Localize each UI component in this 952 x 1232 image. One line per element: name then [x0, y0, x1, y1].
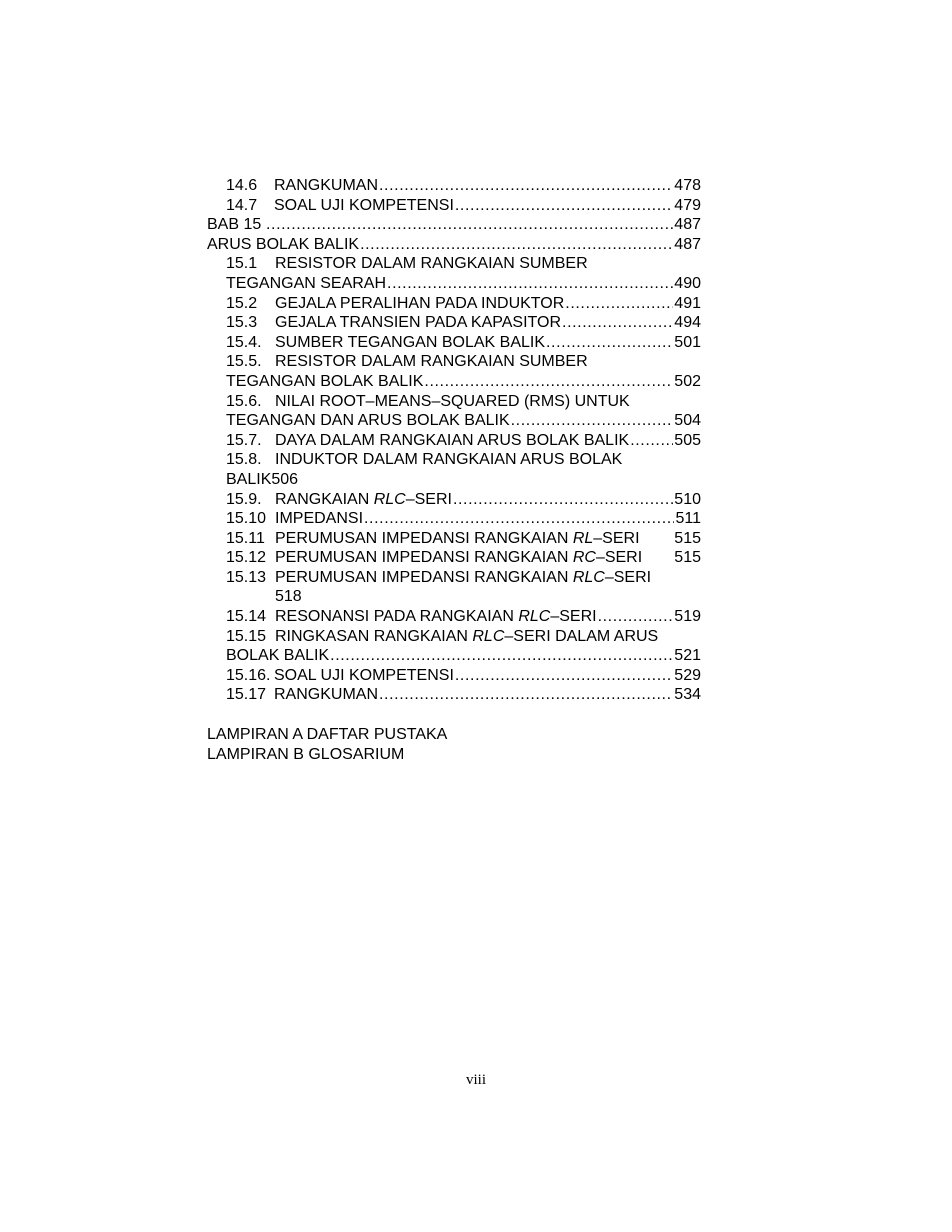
toc-entry[interactable]: 15.14 RESONANSI PADA RANGKAIAN RLC–SERI ..... 519 [207, 607, 701, 627]
toc-entry[interactable]: 15.11 PERUMUSAN IMPEDANSI RANGKAIAN RL–SERI 515 [226, 529, 701, 547]
page-number: viii [465, 1072, 486, 1088]
toc-entry-continuation[interactable]: TEGANGAN DAN ARUS BOLAK BALIK ..... 504 [207, 411, 701, 431]
toc-entry[interactable]: 15.4. SUMBER TEGANGAN BOLAK BALIK ..... 501 [207, 333, 701, 353]
toc-entry[interactable]: 15.8. INDUKTOR DALAM RANGKAIAN ARUS BOLAK [226, 451, 623, 469]
toc-entry-continuation[interactable]: TEGANGAN BOLAK BALIK ..... 502 [207, 372, 701, 392]
toc-entry-continuation[interactable]: BALIK506 [226, 470, 299, 488]
toc-entry[interactable]: 15.7. DAYA DALAM RANGKAIAN ARUS BOLAK BALIK ..... 505 [207, 431, 701, 451]
toc-entry[interactable]: 15.1 RESISTOR DALAM RANGKAIAN SUMBER [226, 255, 588, 273]
toc-entry-continuation[interactable]: 518 [275, 588, 302, 606]
toc-entry-continuation[interactable]: TEGANGAN SEARAH ..... 490 [207, 274, 701, 294]
toc-entry[interactable]: 15.17 RANGKUMAN ..... 534 [207, 685, 701, 705]
appendix-entry[interactable]: LAMPIRAN B GLOSARIUM [207, 745, 405, 763]
table-of-contents [207, 176, 701, 764]
toc-entry[interactable]: 15.16. SOAL UJI KOMPETENSI ..... 529 [207, 666, 701, 686]
toc-entry[interactable]: 15.12 PERUMUSAN IMPEDANSI RANGKAIAN RC–SERI 515 [226, 549, 701, 567]
section-spacer [207, 705, 701, 725]
toc-entry[interactable]: 15.15 RINGKASAN RANGKAIAN RLC–SERI DALAM ARUS [226, 627, 659, 645]
toc-entry-continuation[interactable]: BOLAK BALIK ..... 521 [207, 646, 701, 666]
appendix-entry[interactable]: LAMPIRAN A DAFTAR PUSTAKA [207, 726, 448, 744]
toc-entry[interactable]: 15.2 GEJALA PERALIHAN PADA INDUKTOR ..... 491 [207, 294, 701, 314]
toc-entry[interactable]: 15.6. NILAI ROOT–MEANS–SQUARED (RMS) UNTUK [226, 392, 630, 410]
toc-entry[interactable]: 15.10 IMPEDANSI ..... 511 [207, 509, 701, 529]
toc-chapter-entry[interactable]: BAB 15 ..... 487 [207, 215, 701, 235]
toc-chapter-title[interactable]: ARUS BOLAK BALIK ..... 487 [207, 235, 701, 255]
toc-entry[interactable]: 15.3 GEJALA TRANSIEN PADA KAPASITOR ..... 494 [207, 313, 701, 333]
toc-entry[interactable]: 15.13 PERUMUSAN IMPEDANSI RANGKAIAN RLC–SERI [226, 568, 652, 586]
toc-entry[interactable]: 15.5. RESISTOR DALAM RANGKAIAN SUMBER [226, 353, 588, 371]
toc-entry[interactable]: 14.6 RANGKUMAN ..... 478 [207, 176, 701, 196]
toc-entry[interactable]: 14.7 SOAL UJI KOMPETENSI ..... 479 [207, 196, 701, 216]
toc-entry[interactable]: 15.9. RANGKAIAN RLC–SERI ..... 510 [207, 490, 701, 510]
